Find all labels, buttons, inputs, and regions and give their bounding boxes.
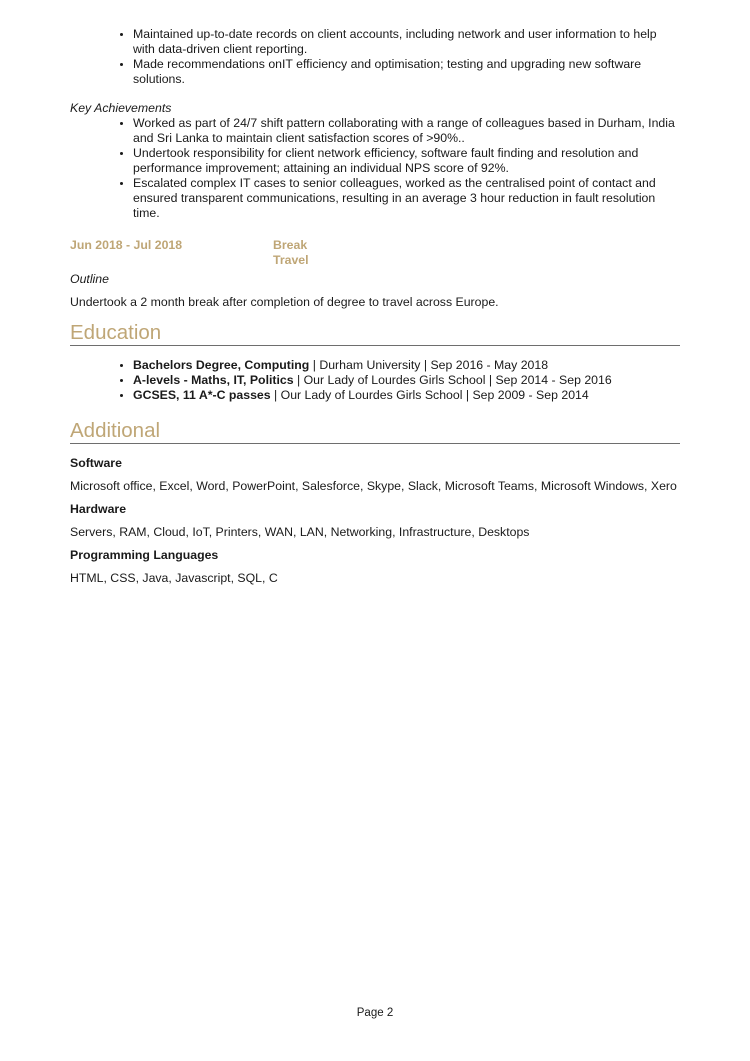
experience-bullets xyxy=(70,27,680,87)
achievements-bullets xyxy=(70,116,680,221)
break-title xyxy=(273,238,309,268)
outline-text: Undertook a 2 month break after completion of degree to travel across Europe. xyxy=(70,295,499,309)
break-subtitle-line: Travel xyxy=(273,253,309,267)
programming-text: HTML, CSS, Java, Javascript, SQL, C xyxy=(70,571,278,585)
education-qualification: GCSES, 11 A*-C passes xyxy=(133,388,271,402)
list-item: • Worked as part of 24/7 shift pattern collaborating with a range of colleagues based in Durham, India and Sri Lanka to maintain client satisfaction scores of >90%.. xyxy=(133,116,680,146)
hardware-text: Servers, RAM, Cloud, IoT, Printers, WAN, LAN, Networking, Infrastructure, Desktops xyxy=(70,525,530,539)
resume-page xyxy=(70,27,680,586)
list-item: • Escalated complex IT cases to senior colleagues, worked as the centralised point of contact and ensured transparent communications, resulting in an average 3 hour reduction in fault resolution time. xyxy=(133,176,680,221)
hardware-label: Hardware xyxy=(70,502,127,516)
programming-label: Programming Languages xyxy=(70,548,219,562)
education-qualification: Bachelors Degree, Computing xyxy=(133,358,310,372)
education-qualification: A-levels - Maths, IT, Politics xyxy=(133,373,294,387)
list-item: • Made recommendations onIT efficiency and optimisation; testing and upgrading new software solutions. xyxy=(133,57,680,87)
key-achievements-label: Key Achievements xyxy=(70,101,172,115)
list-item: • Undertook responsibility for client network efficiency, software fault finding and resolution and performance improvement; attaining an individual NPS score of 92%. xyxy=(133,146,680,176)
list-item: • Maintained up-to-date records on client accounts, including network and user information to help with data-driven client reporting. xyxy=(133,27,680,57)
list-item xyxy=(133,388,680,403)
break-title-line: Break xyxy=(273,238,308,252)
software-label: Software xyxy=(70,456,122,470)
break-entry-header xyxy=(70,238,680,268)
education-heading: Education xyxy=(70,321,680,346)
list-item xyxy=(133,358,680,373)
break-dates: Jun 2018 - Jul 2018 xyxy=(70,238,183,252)
education-details: | Our Lady of Lourdes Girls School | Sep 2014 - Sep 2016 xyxy=(293,373,612,387)
education-details: | Durham University | Sep 2016 - May 2018 xyxy=(309,358,549,372)
outline-label: Outline xyxy=(70,272,109,286)
additional-heading: Additional xyxy=(70,419,680,444)
education-details: | Our Lady of Lourdes Girls School | Sep 2009 - Sep 2014 xyxy=(270,388,589,402)
list-item xyxy=(133,373,680,388)
page-number: Page 2 xyxy=(356,1007,394,1019)
education-list xyxy=(70,358,680,403)
software-text: Microsoft office, Excel, Word, PowerPoint, Salesforce, Skype, Slack, Microsoft Teams, Microsoft Windows, Xero xyxy=(70,479,677,493)
